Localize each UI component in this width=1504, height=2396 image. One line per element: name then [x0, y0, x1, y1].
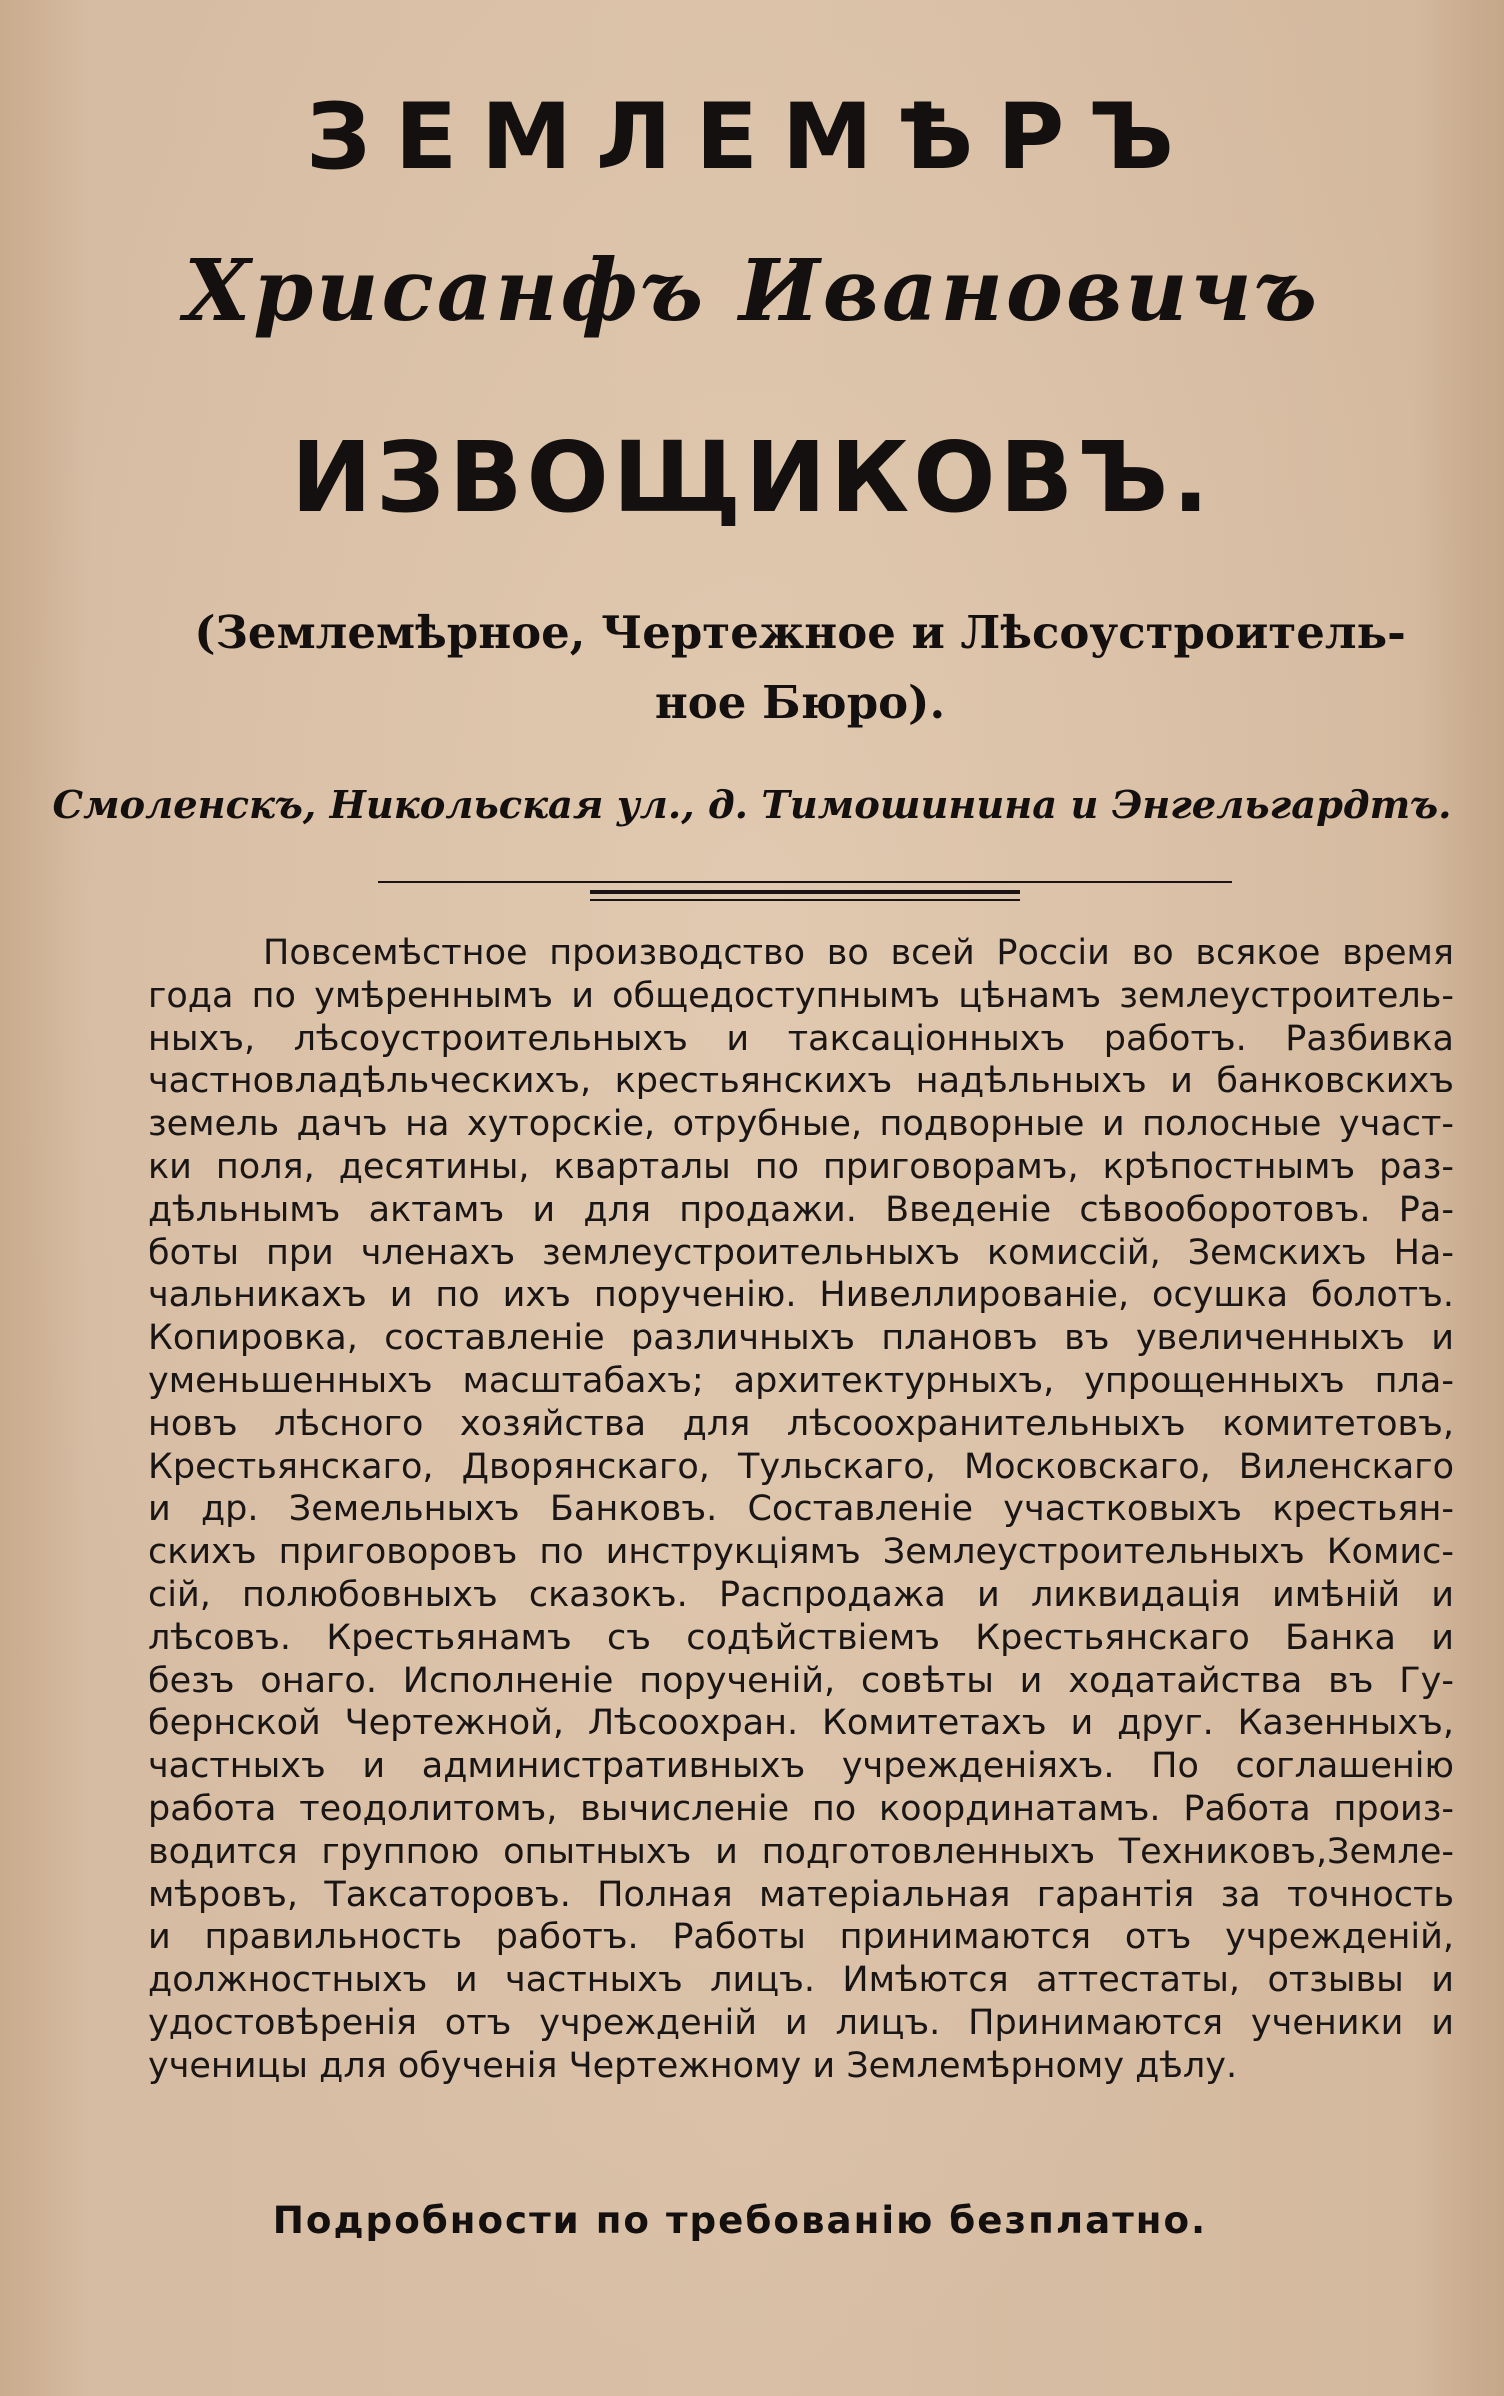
text-line: частновладѣльческихъ, крестьянскихъ надѣльныхъ и банковскихъ [148, 1061, 1454, 1102]
divider-thin-lower [590, 899, 1020, 901]
text-line: ки поля, десятины, кварталы по приговорамъ, крѣпостнымъ раз- [148, 1146, 1454, 1187]
text-line: лѣсовъ. Крестьянамъ съ содѣйствіемъ Крестьянскаго Банка и [148, 1617, 1454, 1658]
text-line: и правильность работъ. Работы принимаются отъ учрежденій, [148, 1917, 1454, 1958]
text-line: мѣровъ, Таксаторовъ. Полная матеріальная гарантія за точность [148, 1874, 1454, 1915]
text-line: ученицы для обученія Чертежному и Землемѣрному дѣлу. [148, 2045, 1238, 2086]
text-line: бернской Чертежной, Лѣсоохран. Комитетахъ и друг. Казенныхъ, [148, 1703, 1454, 1744]
text-line: дѣльнымъ актамъ и для продажи. Введеніе сѣвооборотовъ. Ра- [148, 1189, 1454, 1230]
text-line: новъ лѣсного хозяйства для лѣсоохранительныхъ комитетовъ, [148, 1403, 1454, 1444]
text-line: работа теодолитомъ, вычисленіе по координатамъ. Работа произ- [148, 1788, 1454, 1829]
text-line: водится группою опытныхъ и подготовленныхъ Техниковъ,Земле- [148, 1831, 1454, 1872]
page-title-profession: ЗЕМЛЕМѢРЪ [306, 83, 1198, 190]
bureau-subtitle-line-1: (Землемѣрное, Чертежное и Лѣсоустроитель- [194, 606, 1406, 659]
text-line: и др. Земельныхъ Банковъ. Составленіе участковыхъ крестьян- [148, 1489, 1454, 1530]
text-line: сій, полюбовныхъ сказокъ. Распродажа и ликвидація имѣній и [148, 1574, 1454, 1615]
text-line: Крестьянскаго, Дворянскаго, Тульскаго, Московскаго, Виленскаго [148, 1446, 1454, 1487]
text-line: ныхъ, лѣсоустроительныхъ и таксаціонныхъ работъ. Разбивка [148, 1018, 1454, 1059]
page-title-given-name: Хрисанфъ Ивановичъ [184, 241, 1320, 341]
page-title-surname: ИЗВОЩИКОВЪ. [290, 421, 1214, 534]
text-line: земель дачъ на хуторскіе, отрубные, подворные и полосные участ- [148, 1104, 1454, 1145]
footer-note: Подробности по требованію безплатно. [272, 2198, 1208, 2242]
text-line: частныхъ и административныхъ учрежденіяхъ. По соглашенію [148, 1746, 1454, 1787]
divider-thick [590, 890, 1020, 894]
bureau-subtitle-line-2: ное Бюро). [654, 676, 946, 729]
bureau-address: Смоленскъ, Никольская ул., д. Тимошинина и Энгельгардтъ. [52, 783, 1452, 828]
text-line: уменьшенныхъ масштабахъ; архитектурныхъ, упрощенныхъ пла- [148, 1360, 1454, 1401]
services-description [148, 932, 1454, 2088]
text-line: удостовѣренія отъ учрежденій и лицъ. Принимаются ученики и [148, 2002, 1454, 2043]
text-line: безъ онаго. Исполненіе порученій, совѣты и ходатайства въ Гу- [148, 1660, 1454, 1701]
text-line: года по умѣреннымъ и общедоступнымъ цѣнамъ землеустроитель- [148, 975, 1454, 1016]
divider-thin [378, 881, 1232, 883]
text-line: чальникахъ и по ихъ порученію. Нивеллированіе, осушка болотъ. [148, 1275, 1454, 1316]
text-line: Повсемѣстное производство во всей Россіи во всякое время [263, 933, 1454, 973]
text-line: должностныхъ и частныхъ лицъ. Имѣются аттестаты, отзывы и [148, 1960, 1454, 2001]
text-line: Копировка, составленіе различныхъ плановъ въ увеличенныхъ и [148, 1318, 1454, 1359]
bureau-subtitle [150, 598, 1450, 738]
text-line: скихъ приговоровъ по инструкціямъ Землеустроительныхъ Комис- [148, 1532, 1454, 1573]
text-line: боты при членахъ землеустроительныхъ комиссій, Земскихъ На- [148, 1232, 1454, 1273]
